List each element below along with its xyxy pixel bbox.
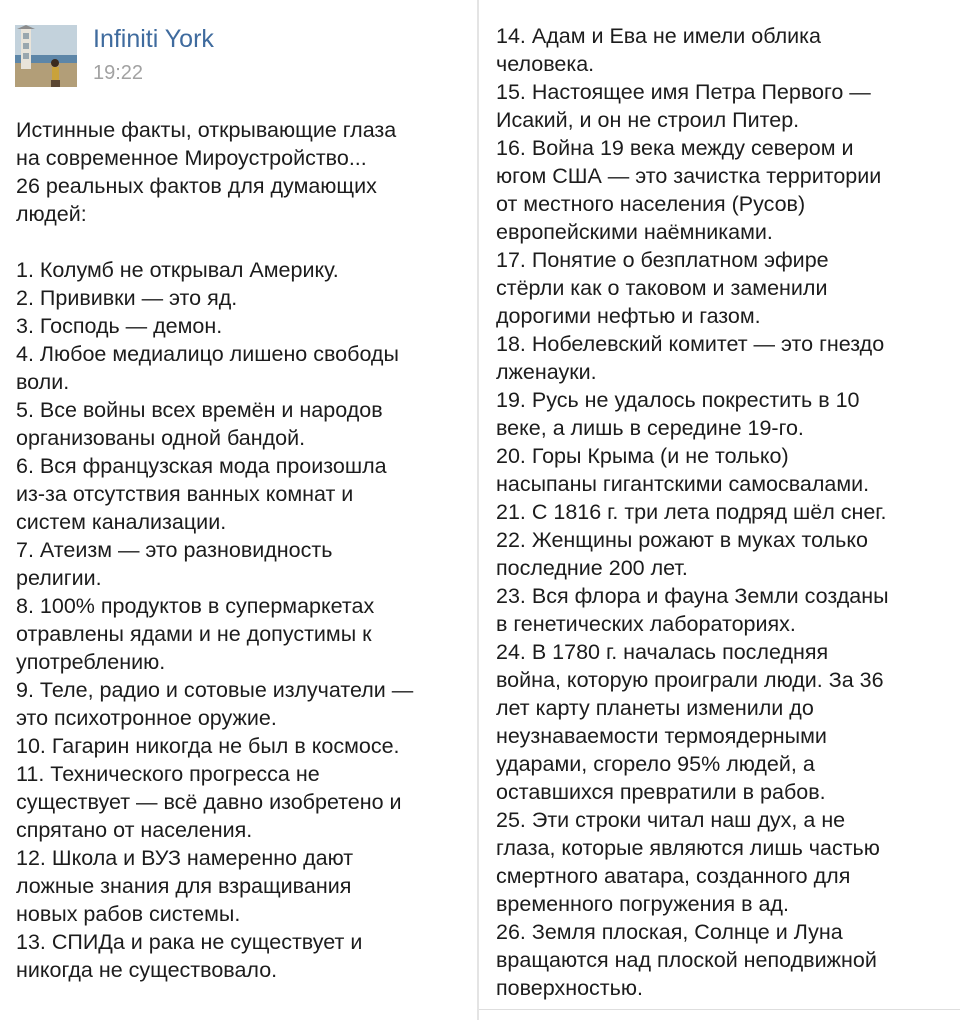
text-line: 13. СПИДа и рака не существует и: [16, 930, 363, 954]
text-line: Истинные факты, открывающие глаза: [16, 118, 397, 142]
text-line: 7. Атеизм — это разновидность: [16, 538, 333, 562]
text-line: последние 200 лет.: [496, 556, 688, 580]
text-line: людей:: [16, 202, 87, 226]
text-line: война, которую проиграли люди. За 36: [496, 668, 884, 692]
text-line: дорогими нефтью и газом.: [496, 304, 761, 328]
text-line: 19. Русь не удалось покрестить в 10: [496, 388, 860, 412]
text-line: 24. В 1780 г. началась последняя: [496, 640, 829, 664]
text-line: насыпаны гигантскими самосвалами.: [496, 472, 870, 496]
text-line: [16, 228, 466, 256]
text-line: 14. Адам и Ева не имели облика: [496, 24, 821, 48]
text-line: 23. Вся флора и фауна Земли созданы: [496, 584, 889, 608]
text-line: Исакий, и он не строил Питер.: [496, 108, 800, 132]
text-line: отравлены ядами и не допустимы к: [16, 622, 372, 646]
text-line: 16. Война 19 века между севером и: [496, 136, 854, 160]
text-line: 20. Горы Крыма (и не только): [496, 444, 789, 468]
text-line: 10. Гагарин никогда не был в космосе.: [16, 734, 400, 758]
text-line: лженауки.: [496, 360, 597, 384]
text-line: ударами, сгорело 95% людей, а: [496, 752, 815, 776]
text-line: 1. Колумб не открывал Америку.: [16, 258, 339, 282]
text-line: поверхностью.: [496, 976, 643, 1000]
text-line: временного погружения в ад.: [496, 892, 789, 916]
text-line: это психотронное оружие.: [16, 706, 277, 730]
text-line: 18. Нобелевский комитет — это гнездо: [496, 332, 885, 356]
text-line: смертного аватара, созданного для: [496, 864, 851, 888]
avatar-photo-icon: [15, 25, 77, 87]
text-line: 12. Школа и ВУЗ намеренно дают: [16, 846, 354, 870]
text-line: 3. Господь — демон.: [16, 314, 223, 338]
text-line: 4. Любое медиалицо лишено свободы: [16, 342, 399, 366]
text-line: из-за отсутствия ванных комнат и: [16, 482, 354, 506]
text-line: 11. Технического прогресса не: [16, 762, 320, 786]
text-line: 25. Эти строки читал наш дух, а не: [496, 808, 846, 832]
text-line: веке, а лишь в середине 19-го.: [496, 416, 804, 440]
text-line: новых рабов системы.: [16, 902, 241, 926]
text-line: неузнаваемости термоядерными: [496, 724, 827, 748]
text-line: 17. Понятие о безплатном эфире: [496, 248, 829, 272]
text-line: воли.: [16, 370, 70, 394]
text-line: 9. Теле, радио и сотовые излучатели —: [16, 678, 414, 702]
text-line: 15. Настоящее имя Петра Первого —: [496, 80, 871, 104]
text-line: 26 реальных фактов для думающих: [16, 174, 377, 198]
avatar[interactable]: [15, 25, 77, 87]
text-line: систем канализации.: [16, 510, 227, 534]
text-line: никогда не существовало.: [16, 958, 278, 982]
text-line: глаза, которые являются лишь частью: [496, 836, 880, 860]
text-line: религии.: [16, 566, 102, 590]
bottom-divider: [479, 1009, 960, 1010]
post-text-left-column: [16, 116, 466, 984]
text-line: организованы одной бандой.: [16, 426, 306, 450]
text-line: югом США — это зачистка территории: [496, 164, 882, 188]
text-line: в генетических лабораториях.: [496, 612, 796, 636]
text-line: стёрли как о таковом и заменили: [496, 276, 828, 300]
text-line: существует — всё давно изобретено и: [16, 790, 402, 814]
text-line: 5. Все войны всех времён и народов: [16, 398, 383, 422]
text-line: оставшихся превратили в рабов.: [496, 780, 826, 804]
text-line: 26. Земля плоская, Солнце и Луна: [496, 920, 843, 944]
text-line: употреблению.: [16, 650, 166, 674]
text-line: 2. Прививки — это яд.: [16, 286, 238, 310]
text-line: на современное Мироустройство...: [16, 146, 367, 170]
text-line: 6. Вся французская мода произошла: [16, 454, 387, 478]
text-line: 22. Женщины рожают в муках только: [496, 528, 868, 552]
text-line: человека.: [496, 52, 595, 76]
text-line: от местного населения (Русов): [496, 192, 806, 216]
text-line: 21. С 1816 г. три лета подряд шёл снег.: [496, 500, 887, 524]
text-line: европейскими наёмниками.: [496, 220, 773, 244]
post-text-right-column: [496, 22, 944, 1002]
post-time: 19:22: [93, 62, 144, 84]
text-line: 8. 100% продуктов в супермаркетах: [16, 594, 375, 618]
author-name[interactable]: Infiniti York: [93, 25, 214, 53]
column-divider: [477, 0, 479, 1020]
text-line: вращаются над плоской неподвижной: [496, 948, 877, 972]
text-line: лет карту планеты изменили до: [496, 696, 814, 720]
text-line: ложные знания для взращивания: [16, 874, 352, 898]
text-line: спрятано от населения.: [16, 818, 253, 842]
